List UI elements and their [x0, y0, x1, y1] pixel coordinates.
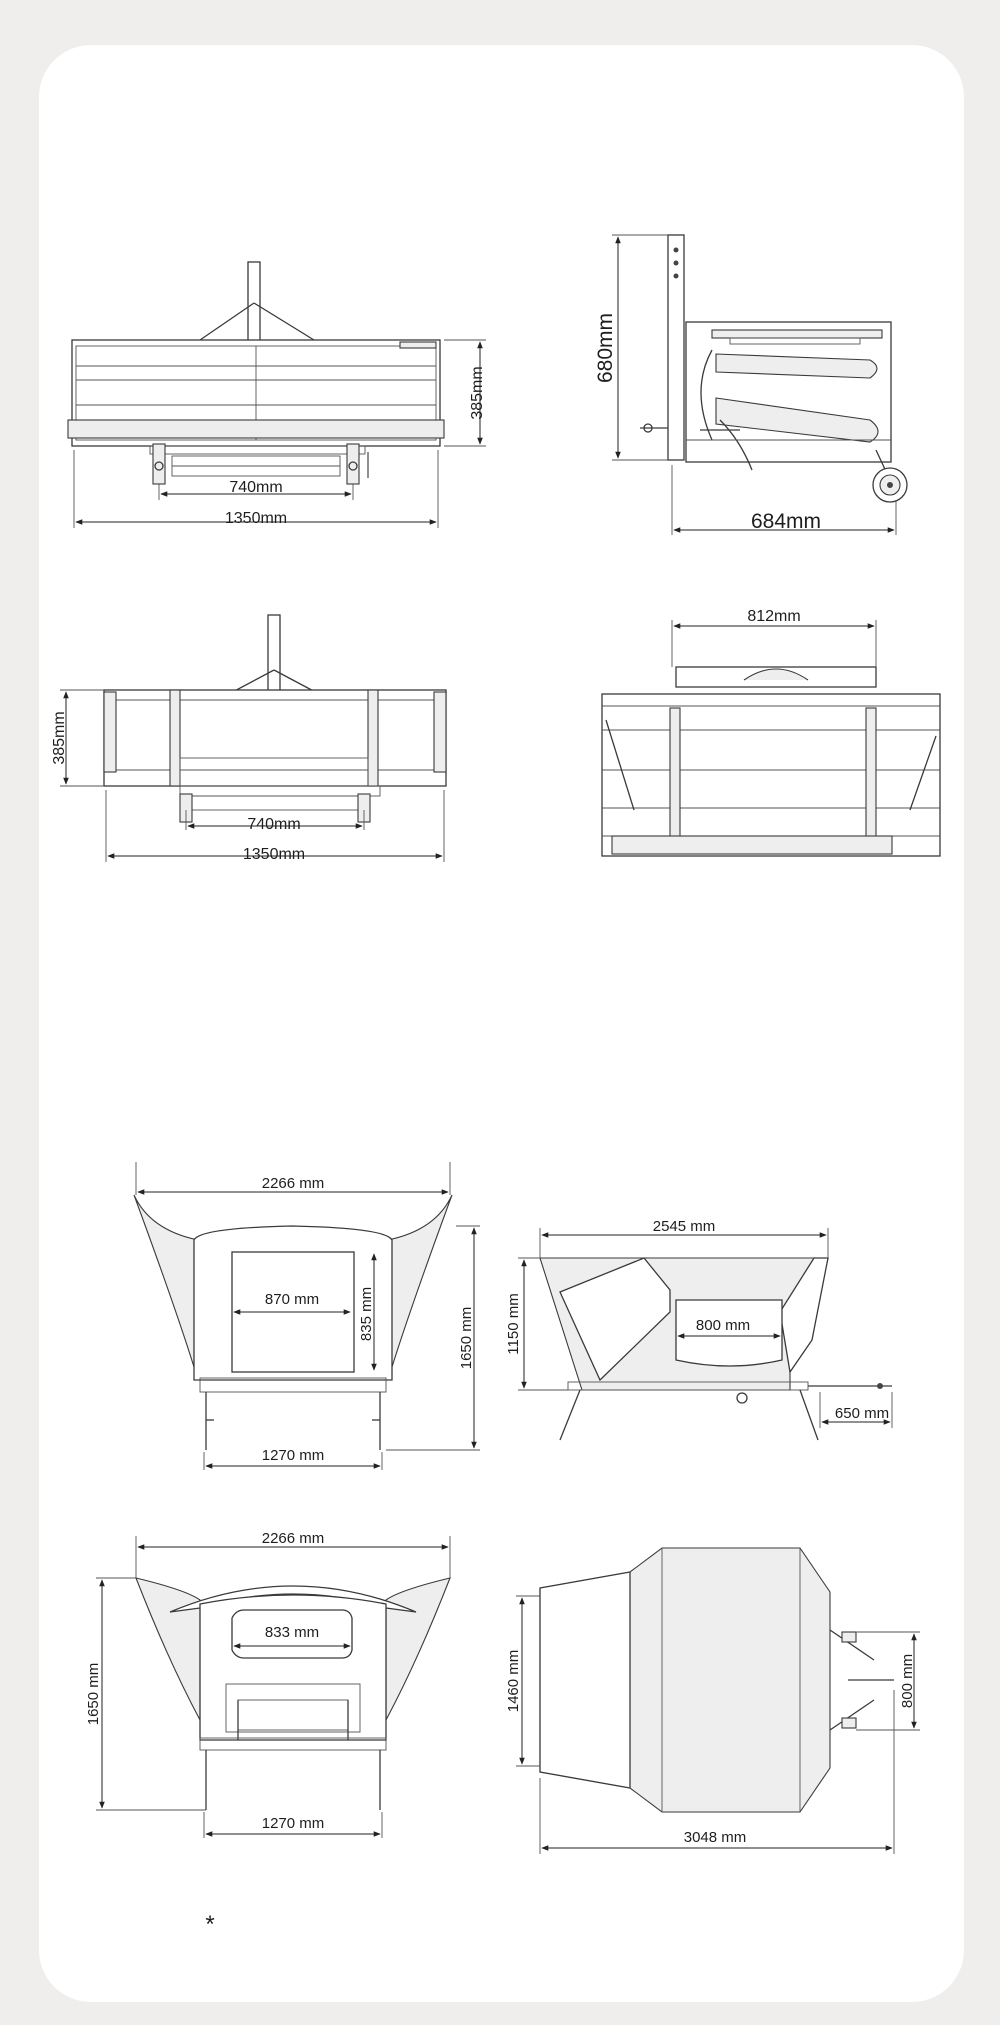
- open-side-length-label: 2545 mm: [652, 1218, 716, 1235]
- folded-side-length-label: 684mm: [750, 510, 822, 533]
- folded-front-height-label: 385mm: [469, 366, 486, 420]
- open-top-view: [505, 1548, 920, 1854]
- open-front-door-height-label: 835 mm: [358, 1286, 375, 1342]
- open-front-width-label: 2266 mm: [261, 1175, 325, 1192]
- open-rear-view: [85, 1530, 450, 1838]
- open-side-height-label: 1150 mm: [505, 1293, 522, 1355]
- folded-front-width-label: 1350mm: [224, 510, 288, 527]
- open-side-window-label: 800 mm: [695, 1317, 751, 1334]
- open-front-track-label: 1270 mm: [261, 1447, 325, 1464]
- open-front-height-label: 1650 mm: [458, 1306, 475, 1370]
- open-top-width-label: 1460 mm: [505, 1649, 522, 1713]
- folded-top-width-label: 812mm: [747, 608, 801, 625]
- open-front-door-width-label: 870 mm: [264, 1291, 320, 1308]
- open-rear-track-label: 1270 mm: [261, 1815, 325, 1832]
- folded-rear-axle-label: 740mm: [247, 816, 301, 833]
- folded-rear-height-label: 385mm: [51, 711, 68, 765]
- folded-side-height-label: 680mm: [594, 312, 617, 384]
- folded-rear-width-label: 1350mm: [242, 846, 306, 863]
- open-rear-width-label: 2266 mm: [261, 1530, 325, 1547]
- open-side-view: [505, 1218, 892, 1440]
- open-rear-height-label: 1650 mm: [85, 1662, 102, 1726]
- folded-front-view: [68, 262, 486, 528]
- open-top-drawbar-label: 800 mm: [899, 1653, 916, 1709]
- footnote-asterisk: *: [205, 1911, 215, 1938]
- folded-front-axle-label: 740mm: [229, 479, 283, 496]
- folded-top-view: [602, 608, 940, 856]
- open-rear-window-label: 833 mm: [264, 1624, 320, 1641]
- folded-side-view: [594, 235, 907, 535]
- open-front-view: [134, 1162, 480, 1470]
- folded-rear-view: [51, 615, 446, 863]
- open-top-length-label: 3048 mm: [683, 1829, 747, 1846]
- open-side-hitch-label: 650 mm: [834, 1405, 890, 1422]
